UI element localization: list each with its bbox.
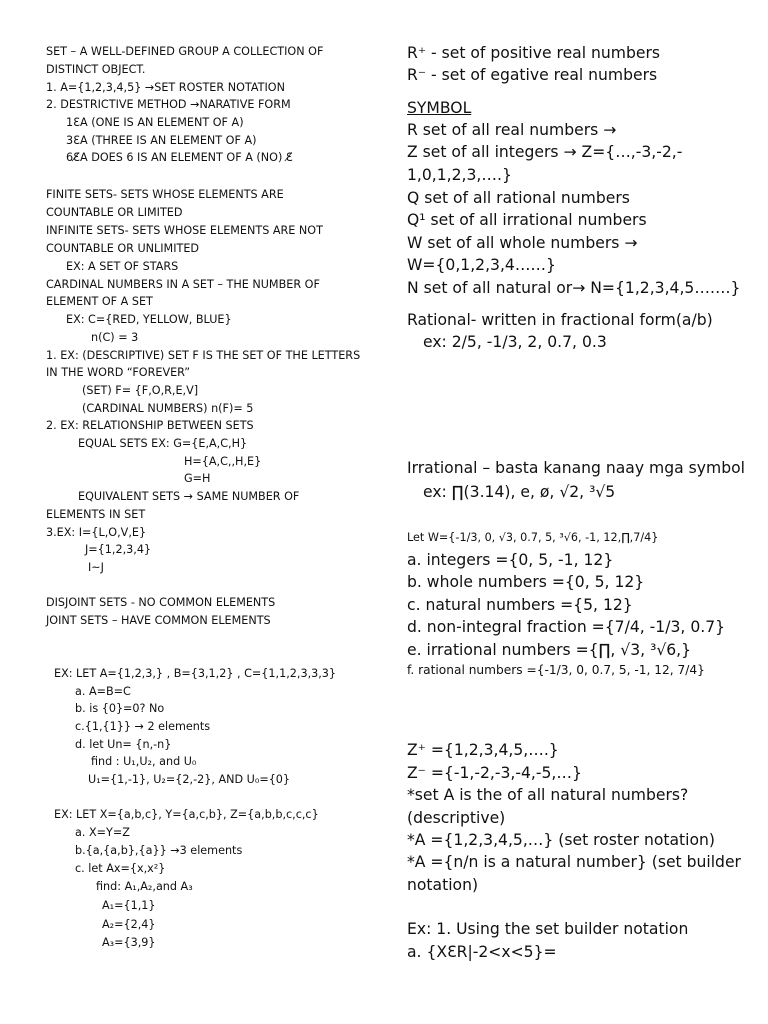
text-line: Rational- written in fractional form(a/b) xyxy=(407,311,713,329)
text-line: 1. EX: (DESCRIPTIVE) SET F IS THE SET OF THE LETTERS xyxy=(46,349,361,362)
text-line: R⁻ - set of egative real numbers xyxy=(407,66,658,84)
text-line: EX: A SET OF STARS xyxy=(66,260,179,273)
text-line: 1ƐA (ONE IS AN ELEMENT OF A) xyxy=(66,116,244,129)
text-line: W={0,1,2,3,4……} xyxy=(407,256,556,274)
text-line: COUNTABLE OR LIMITED xyxy=(46,206,183,219)
text-line: Z⁻ ={-1,-2,-3,-4,-5,…} xyxy=(407,764,582,782)
section-heading: SYMBOL xyxy=(407,99,472,117)
text-line: EQUIVALENT SETS → SAME NUMBER OF xyxy=(78,490,300,503)
text-line: ELEMENT OF A SET xyxy=(46,295,153,308)
text-line: A₃={3,9} xyxy=(102,936,156,949)
text-line: COUNTABLE OR UNLIMITED xyxy=(46,242,200,255)
text-line: R⁺ - set of positive real numbers xyxy=(407,44,660,62)
text-line: ELEMENTS IN SET xyxy=(46,508,146,521)
text-line: Irrational – basta kanang naay mga symbol xyxy=(407,459,745,477)
text-line: N set of all natural or→ N={1,2,3,4,5…….} xyxy=(407,279,741,297)
text-line: EX: LET X={a,b,c}, Y={a,c,b}, Z={a,b,b,c,c,c} xyxy=(54,808,319,821)
text-line: Q¹ set of all irrational numbers xyxy=(407,211,647,229)
text-line: a. integers ={0, 5, -1, 12} xyxy=(407,551,614,569)
text-line: Z set of all integers → Z={…,-3,-2,- xyxy=(407,143,683,161)
text-line: *set A is the of all natural numbers? xyxy=(407,786,689,804)
text-line: 1,0,1,2,3,….} xyxy=(407,166,512,184)
text-line: d. let Un= {n,-n} xyxy=(75,738,172,751)
text-line: R set of all real numbers → xyxy=(407,121,617,139)
text-line: EQUAL SETS EX: G={E,A,C,H} xyxy=(78,437,248,450)
text-line: G=H xyxy=(184,472,211,485)
text-line: find: A₁,A₂,and A₃ xyxy=(96,880,193,893)
text-line: H={A,C,,H,E} xyxy=(184,455,262,468)
text-line: c. natural numbers ={5, 12} xyxy=(407,596,633,614)
text-line: c. let Ax={x,x²} xyxy=(75,862,166,875)
text-line: (CARDINAL NUMBERS) n(F)= 5 xyxy=(82,402,254,415)
text-line: W set of all whole numbers → xyxy=(407,234,638,252)
text-line: EX: LET A={1,2,3,} , B={3,1,2} , C={1,1,2,3,3,3} xyxy=(54,667,337,680)
text-line: a. {XƐR|-2<x<5}= xyxy=(407,943,557,961)
text-line: find : U₁,U₂, and U₀ xyxy=(91,755,197,768)
text-line: DISTINCT OBJECT. xyxy=(46,63,146,76)
text-line: U₁={1,-1}, U₂={2,-2}, AND U₀={0} xyxy=(88,773,291,786)
text-line: 3ƐA (THREE IS AN ELEMENT OF A) xyxy=(66,134,257,147)
text-line: a. X=Y=Z xyxy=(75,826,130,839)
text-line: EX: C={RED, YELLOW, BLUE} xyxy=(66,313,232,326)
text-line: A₁={1,1} xyxy=(102,899,156,912)
text-line: n(C) = 3 xyxy=(91,331,139,344)
text-line: 2. EX: RELATIONSHIP BETWEEN SETS xyxy=(46,419,254,432)
text-line: ex: 2/5, -1/3, 2, 0.7, 0.3 xyxy=(423,333,607,351)
text-line: *A ={n/n is a natural number} (set builder xyxy=(407,853,741,871)
text-line: c.{1,{1}} → 2 elements xyxy=(75,720,211,733)
text-line: IN THE WORD “FOREVER” xyxy=(46,366,191,379)
text-line: notation) xyxy=(407,876,479,894)
text-line: J={1,2,3,4} xyxy=(85,543,152,556)
text-line: Ex: 1. Using the set builder notation xyxy=(407,920,689,938)
text-line: d. non-integral fraction ={7/4, -1/3, 0.7} xyxy=(407,618,726,636)
text-line: JOINT SETS – HAVE COMMON ELEMENTS xyxy=(46,614,271,627)
text-line: (SET) F= {F,O,R,E,V] xyxy=(82,384,199,397)
text-line: INFINITE SETS- SETS WHOSE ELEMENTS ARE NOT xyxy=(46,224,323,237)
text-line: DISJOINT SETS - NO COMMON ELEMENTS xyxy=(46,596,276,609)
text-line: Let W={-1/3, 0, √3, 0.7, 5, ³√6, -1, 12,∏,7/4} xyxy=(407,531,659,544)
text-line: a. A=B=C xyxy=(75,685,131,698)
text-line: FINITE SETS- SETS WHOSE ELEMENTS ARE xyxy=(46,188,284,201)
text-line: Z⁺ ={1,2,3,4,5,….} xyxy=(407,741,559,759)
text-line: CARDINAL NUMBERS IN A SET – THE NUMBER OF xyxy=(46,278,320,291)
text-line: 3.EX: I={L,O,V,E} xyxy=(46,526,147,539)
text-line: SET – A WELL-DEFINED GROUP A COLLECTION OF xyxy=(46,45,324,58)
text-line: (descriptive) xyxy=(407,809,506,827)
text-line: A₂={2,4} xyxy=(102,918,156,931)
text-line: b.{a,{a,b},{a}} →3 elements xyxy=(75,844,243,857)
text-line: ex: ∏(3.14), e, ø, √2, ³√5 xyxy=(423,483,616,501)
text-line: *A ={1,2,3,4,5,…} (set roster notation) xyxy=(407,831,715,849)
text-line: b. is {0}=0? No xyxy=(75,702,165,715)
text-line: 2. DESTRICTIVE METHOD →NARATIVE FORM xyxy=(46,98,291,111)
text-line: b. whole numbers ={0, 5, 12} xyxy=(407,573,645,591)
text-line: 1. A={1,2,3,4,5} →SET ROSTER NOTATION xyxy=(46,81,285,94)
text-line: 6Ɛ̸A DOES 6 IS AN ELEMENT OF A (NO) Ɛ̸ xyxy=(66,151,293,164)
text-line: f. rational numbers ={-1/3, 0, 0.7, 5, -1, 12, 7/4} xyxy=(407,663,705,677)
text-line: Q set of all rational numbers xyxy=(407,189,630,207)
text-line: e. irrational numbers ={∏, √3, ³√6,} xyxy=(407,641,692,659)
text-line: I~J xyxy=(88,561,104,574)
